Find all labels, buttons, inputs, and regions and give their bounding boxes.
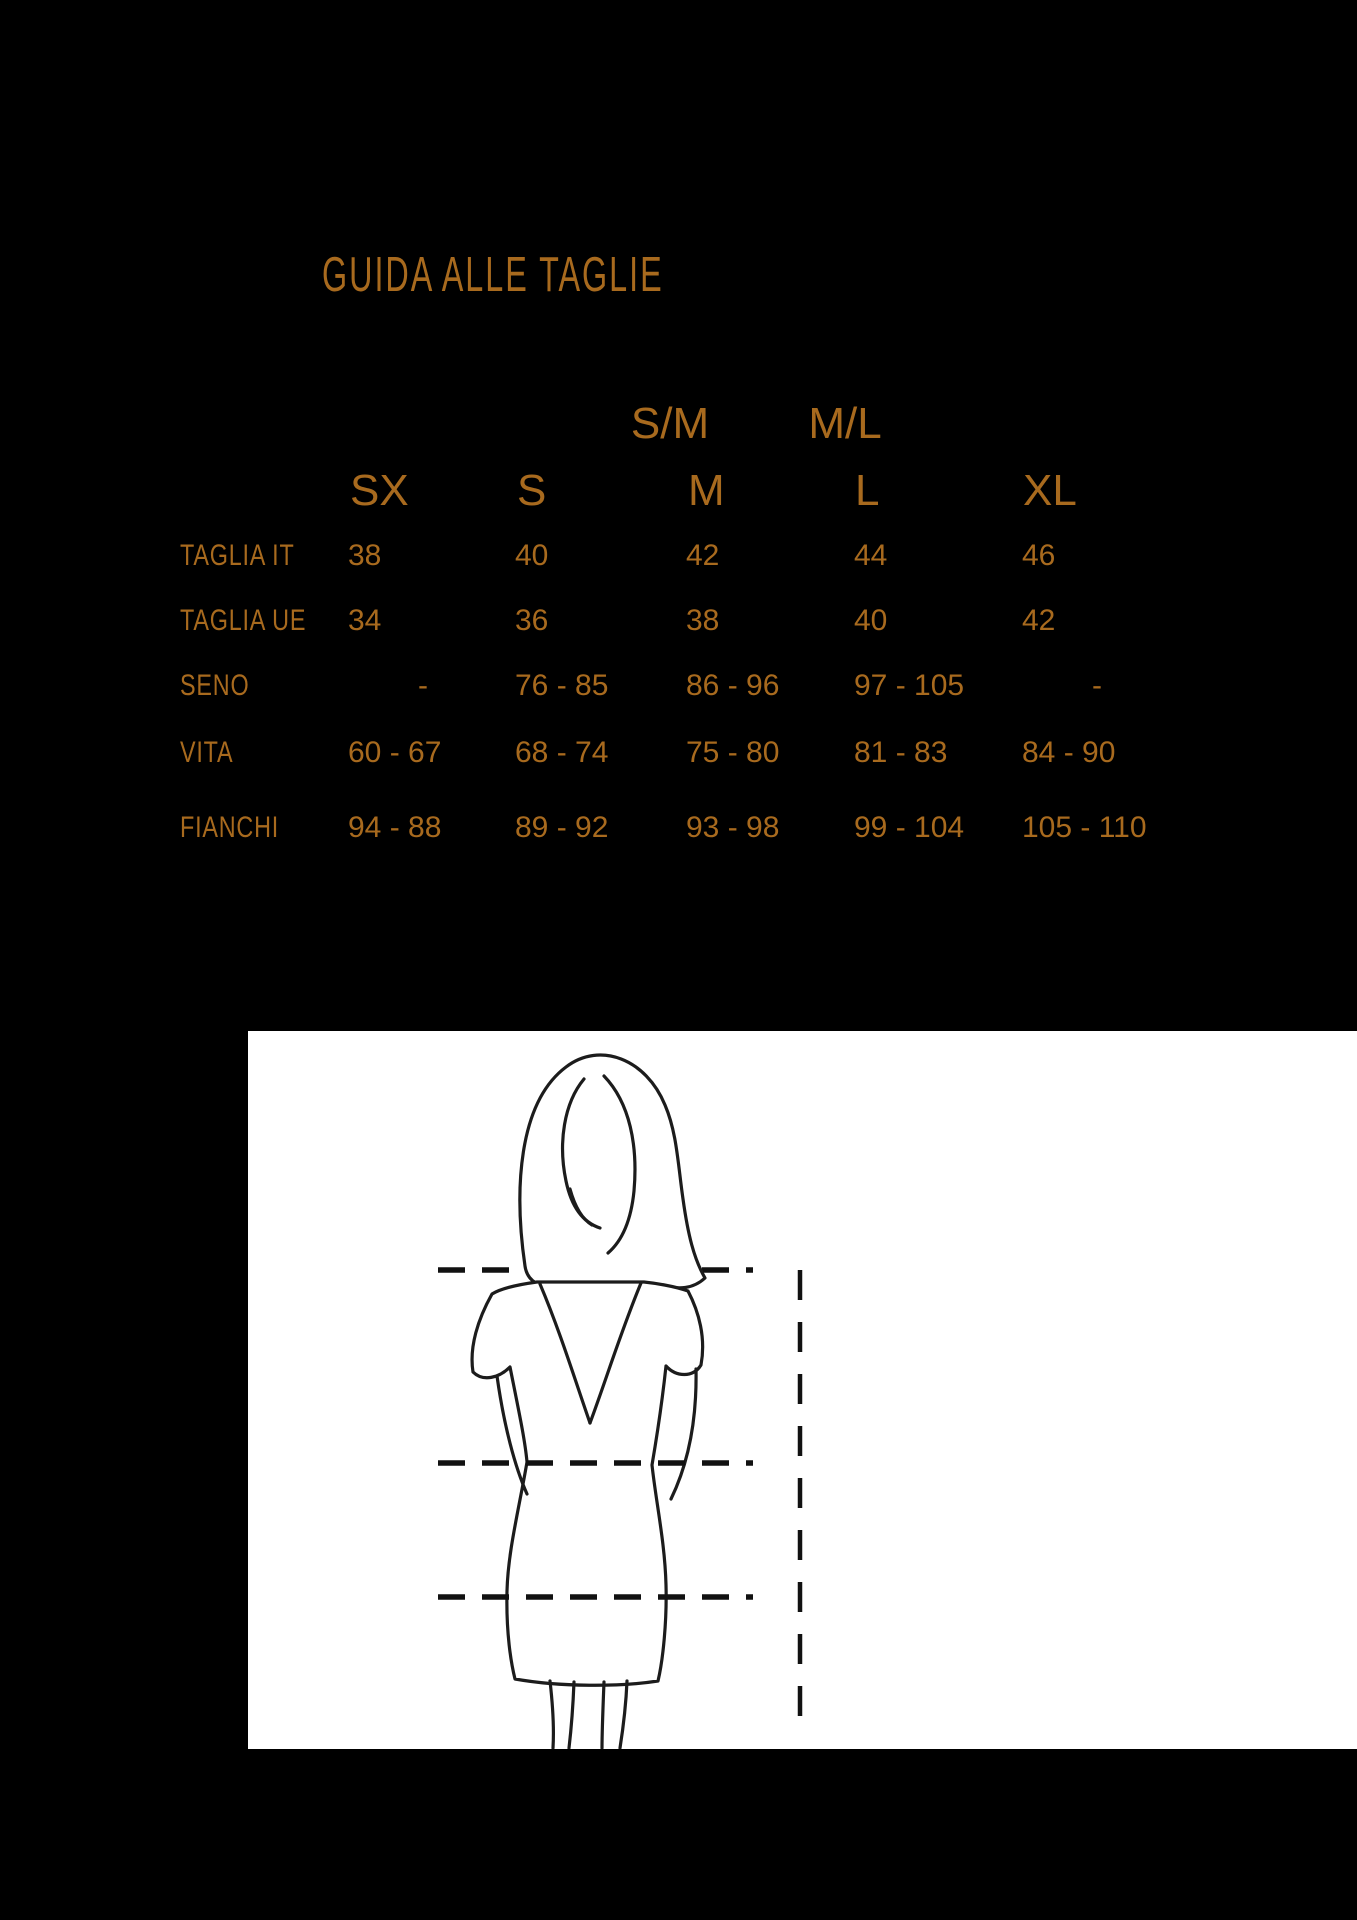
- cell-fianchi-s: 89 - 92: [515, 811, 609, 844]
- dress-outline: [472, 1282, 703, 1685]
- size-header-m: M: [688, 466, 725, 515]
- figure-panel: [248, 1031, 1357, 1749]
- cell-fianchi-sx: 94 - 88: [348, 811, 442, 844]
- cell-taglia-it-m: 42: [686, 539, 720, 572]
- woman-figure: [472, 1055, 705, 1748]
- table-row-taglia-it: [0, 539, 1357, 579]
- cell-taglia-it-xl: 46: [1022, 539, 1056, 572]
- cell-taglia-ue-sx: 34: [348, 604, 382, 637]
- cell-seno-xl: -: [1092, 669, 1102, 702]
- cell-vita-xl: 84 - 90: [1022, 736, 1116, 769]
- cell-seno-m: 86 - 96: [686, 669, 780, 702]
- table-row-fianchi: [0, 811, 1357, 851]
- row-label-taglia-ue: TAGLIA UE: [180, 604, 307, 637]
- left-leg-outer: [550, 1681, 553, 1748]
- cell-taglia-it-s: 40: [515, 539, 549, 572]
- cell-vita-m: 75 - 80: [686, 736, 780, 769]
- table-row-vita: [0, 736, 1357, 776]
- group-header-sm: S/M: [630, 399, 710, 448]
- hair-outline: [520, 1055, 705, 1288]
- cell-vita-sx: 60 - 67: [348, 736, 442, 769]
- cell-taglia-it-l: 44: [854, 539, 888, 572]
- page-title: GUIDA ALLE TAGLIE: [322, 248, 664, 302]
- size-header-l: L: [855, 466, 880, 515]
- left-leg-inner: [569, 1682, 574, 1748]
- table-row-taglia-ue: [0, 604, 1357, 644]
- cell-taglia-ue-s: 36: [515, 604, 549, 637]
- row-label-seno: SENO: [180, 669, 250, 702]
- woman-measurement-sketch: [248, 1031, 1357, 1749]
- row-label-vita: VITA: [180, 736, 234, 769]
- cell-fianchi-m: 93 - 98: [686, 811, 780, 844]
- cell-seno-sx: -: [418, 669, 428, 702]
- row-label-fianchi: FIANCHI: [180, 811, 280, 844]
- cell-taglia-ue-l: 40: [854, 604, 888, 637]
- size-header-s: S: [517, 466, 547, 515]
- cell-taglia-it-sx: 38: [348, 539, 382, 572]
- right-arm-line: [671, 1369, 696, 1499]
- size-header-xl: XL: [1023, 466, 1077, 515]
- table-row-seno: [0, 669, 1357, 709]
- row-label-taglia-it: TAGLIA IT: [180, 539, 295, 572]
- cell-fianchi-l: 99 - 104: [854, 811, 965, 844]
- cell-taglia-ue-xl: 42: [1022, 604, 1056, 637]
- cell-taglia-ue-m: 38: [686, 604, 720, 637]
- cell-seno-l: 97 - 105: [854, 669, 965, 702]
- cell-fianchi-xl: 105 - 110: [1022, 811, 1147, 844]
- size-header-sx: SX: [350, 466, 409, 515]
- group-header-ml: M/L: [808, 399, 882, 448]
- right-leg-inner: [602, 1682, 604, 1748]
- cell-vita-s: 68 - 74: [515, 736, 609, 769]
- right-leg-outer: [620, 1681, 627, 1748]
- cell-seno-s: 76 - 85: [515, 669, 609, 702]
- cell-vita-l: 81 - 83: [854, 736, 948, 769]
